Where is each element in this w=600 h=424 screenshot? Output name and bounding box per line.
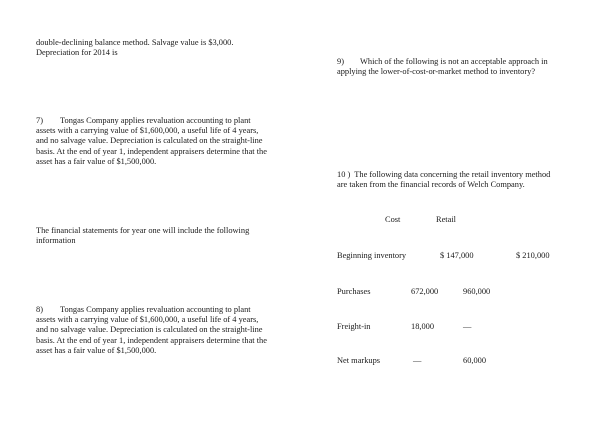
question-7	[36, 116, 268, 167]
row-cost: 18,000	[411, 322, 435, 331]
row-label: Freight-in	[337, 322, 371, 331]
question-8	[36, 305, 268, 356]
financial-statements-note: The financial statements for year one will include the following information	[36, 226, 250, 246]
row-cost: 672,000	[411, 287, 439, 296]
question-9-text: Which of the following is not an acceptable approach in applying the lower-of-cost-or-market method to inventory?	[337, 57, 548, 77]
row-label: Beginning inventory	[337, 251, 407, 260]
question-8-text: Tongas Company applies revaluation accounting to plant assets with a carrying value of $1,600,000, a useful life of 4 years, and no salvage value. Depreciation is calculated on the straight-line basis. At the end of year 1, independent appraisers determine that the asset has a fair value of $1,500,000.	[36, 305, 267, 355]
question-7-text: Tongas Company applies revaluation accounting to plant assets with a carrying value of $1,600,000, a useful life of 4 years, and no salvage value. Depreciation is calculated on the straight-line basis. At the end of year 1, independent appraisers determine that the asset has a fair value of $1,500,000.	[36, 116, 267, 166]
question-10	[337, 170, 559, 190]
row-cost: —	[413, 356, 422, 365]
row-retail: —	[463, 322, 472, 331]
question-9	[337, 57, 555, 77]
header-cost: Cost	[385, 215, 401, 224]
header-retail: Retail	[436, 215, 457, 224]
row-retail: $ 210,000	[516, 251, 550, 260]
row-retail: 960,000	[463, 287, 491, 296]
question-10-text: The following data concerning the retail inventory method are taken from the financial records of Welch Company.	[337, 170, 551, 190]
q6-continuation: double-declining balance method. Salvage value is $3,000. Depreciation for 2014 is	[36, 38, 234, 58]
question-9-number: 9)	[337, 57, 344, 66]
row-label: Net markups	[337, 356, 381, 365]
question-10-number: 10 )	[337, 170, 351, 179]
row-label: Purchases	[337, 287, 371, 296]
row-retail: 60,000	[463, 356, 487, 365]
row-cost: $ 147,000	[440, 251, 474, 260]
question-8-number: 8)	[36, 305, 43, 314]
question-7-number: 7)	[36, 116, 43, 125]
